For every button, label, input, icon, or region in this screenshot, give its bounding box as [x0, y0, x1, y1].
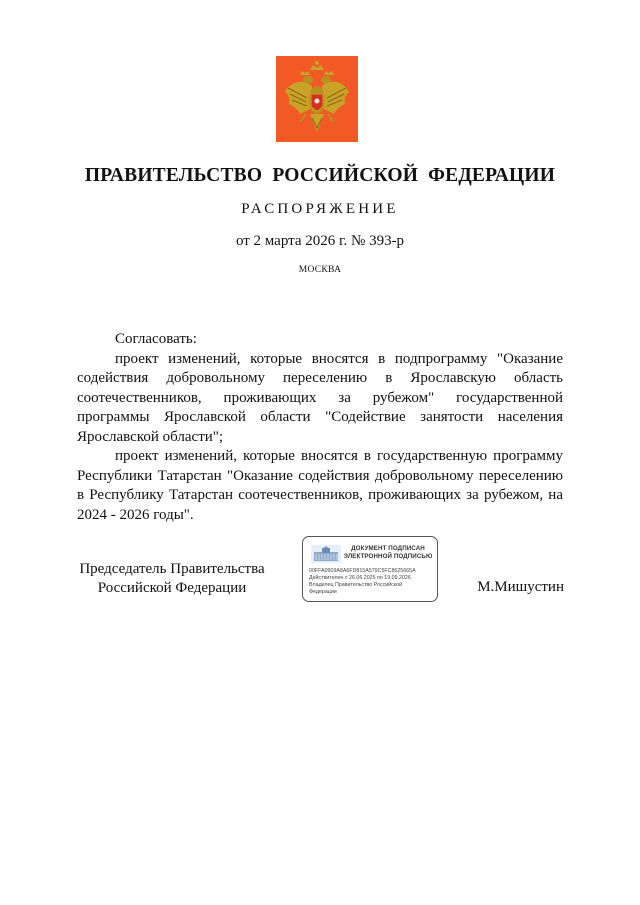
stamp-validity: Действителен с 26.06.2025 по 19.09.2026	[309, 575, 411, 581]
document-date-number: от 2 марта 2026 г. № 393-р	[235, 233, 405, 249]
document-city: МОСКВА	[298, 265, 342, 275]
document-type: РАСПОРЯЖЕНИЕ	[241, 201, 399, 217]
government-building-icon	[311, 545, 341, 563]
body-paragraph: Согласовать:	[115, 331, 197, 347]
document-title: ПРАВИТЕЛЬСТВО РОССИЙСКОЙ ФЕДЕРАЦИИ	[84, 165, 556, 186]
stamp-title-line: ДОКУМЕНТ ПОДПИСАН	[351, 545, 425, 552]
signer-position-line: Российской Федерации	[97, 580, 247, 596]
body-paragraph: проект изменений, которые вносятся в подпрограмму "Оказание содействия добровольному переселению в Ярославскую область соотечественников, проживающих за рубежом" государственной программы Ярославской области "Содействие занятости населения Ярославской области";	[77, 350, 563, 445]
stamp-details	[309, 568, 435, 596]
stamp-title	[343, 545, 433, 560]
stamp-title-line: ЭЛЕКТРОННОЙ ПОДПИСЬЮ	[343, 552, 433, 560]
body-paragraph: проект изменений, которые вносятся в государственную программу Республики Татарстан "Оказание содействия добровольному переселению в Республику Татарстан соотечественников, проживающих за рубежом, на 2024 - 2026 годы".	[77, 448, 563, 523]
signer-name: М.Мишустин	[477, 579, 564, 595]
russian-coat-of-arms-icon	[276, 56, 358, 142]
stamp-certificate: 00FFA0909A8A6FD815A579C5FC8625665A	[309, 568, 416, 574]
signer-position-line: Председатель Правительства	[79, 561, 265, 577]
electronic-signature-stamp	[302, 536, 438, 602]
document-body	[77, 330, 563, 525]
stamp-owner: Владелец Правительство Российской Федерации	[309, 582, 403, 595]
signer-position	[72, 560, 272, 598]
